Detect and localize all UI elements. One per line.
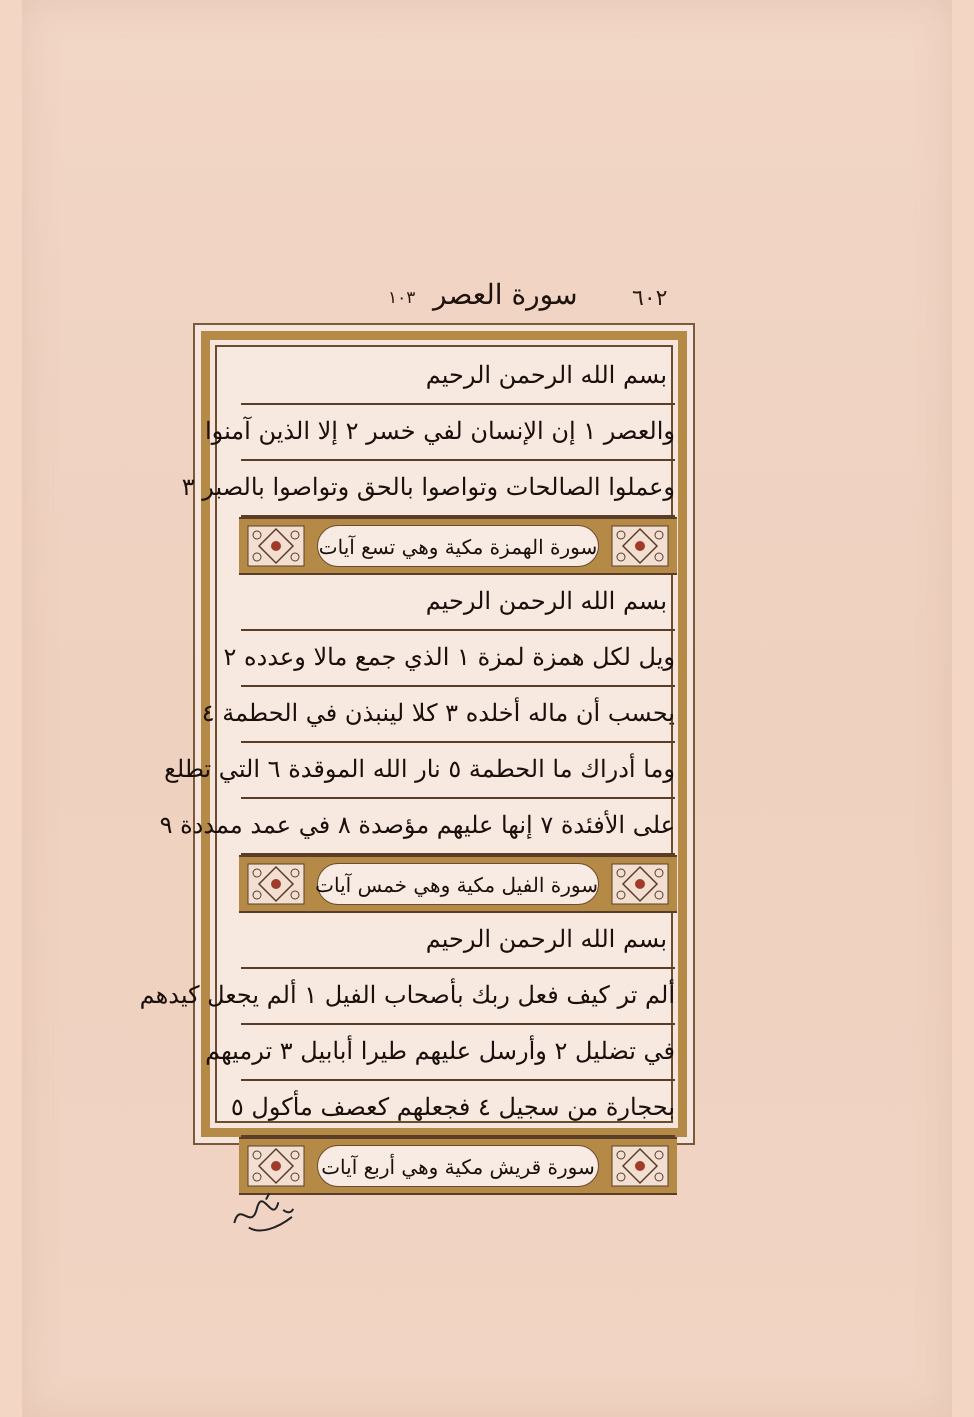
basmala-line: بسم الله الرحمن الرحيم [241, 575, 675, 631]
text-panel [139, 345, 675, 1179]
surah-heading-band [239, 517, 677, 575]
surah-heading-text: سورة الهمزة مكية وهي تسع آيات [317, 525, 599, 567]
verse-line: والعصر ١ إن الإنسان لفي خسر ٢ إلا الذين آمنوا [241, 405, 675, 461]
text-frame [139, 323, 695, 1179]
ornament-icon [611, 863, 669, 905]
page-header [0, 278, 974, 318]
ornament-icon [247, 1145, 305, 1187]
verse-line: يحسب أن ماله أخلده ٣ كلا لينبذن في الحطمة ٤ [241, 687, 675, 743]
verse-line: في تضليل ٢ وأرسل عليهم طيرا أبابيل ٣ ترميهم [241, 1025, 675, 1081]
verse-line: وما أدراك ما الحطمة ٥ نار الله الموقدة ٦ التي تطلع [241, 743, 675, 799]
ornament-icon [247, 525, 305, 567]
ornament-icon [247, 863, 305, 905]
signature-mark [225, 1187, 300, 1244]
surah-heading-text: سورة الفيل مكية وهي خمس آيات [317, 863, 599, 905]
page-number: ٦٠٢ [632, 286, 668, 311]
verse-line: على الأفئدة ٧ إنها عليهم مؤصدة ٨ في عمد ممددة ٩ [241, 799, 675, 855]
basmala-line: بسم الله الرحمن الرحيم [241, 349, 675, 405]
verse-line: وعملوا الصالحات وتواصوا بالحق وتواصوا بالصبر ٣ [241, 461, 675, 517]
surah-heading-text: سورة قريش مكية وهي أربع آيات [317, 1145, 599, 1187]
calligrapher-signature [225, 1187, 301, 1252]
surah-number: ١٠٣ [388, 288, 416, 308]
verse-line: ألم تر كيف فعل ربك بأصحاب الفيل ١ ألم يجعل كيدهم [241, 969, 675, 1025]
surah-heading-band [239, 1137, 677, 1195]
surah-heading-band [239, 855, 677, 913]
basmala-line: بسم الله الرحمن الرحيم [241, 913, 675, 969]
ornament-icon [611, 1145, 669, 1187]
verse-line: ويل لكل همزة لمزة ١ الذي جمع مالا وعدده ٢ [241, 631, 675, 687]
ornament-icon [611, 525, 669, 567]
surah-title: سورة العصر [433, 278, 578, 311]
verse-line: بحجارة من سجيل ٤ فجعلهم كعصف مأكول ٥ [241, 1081, 675, 1137]
